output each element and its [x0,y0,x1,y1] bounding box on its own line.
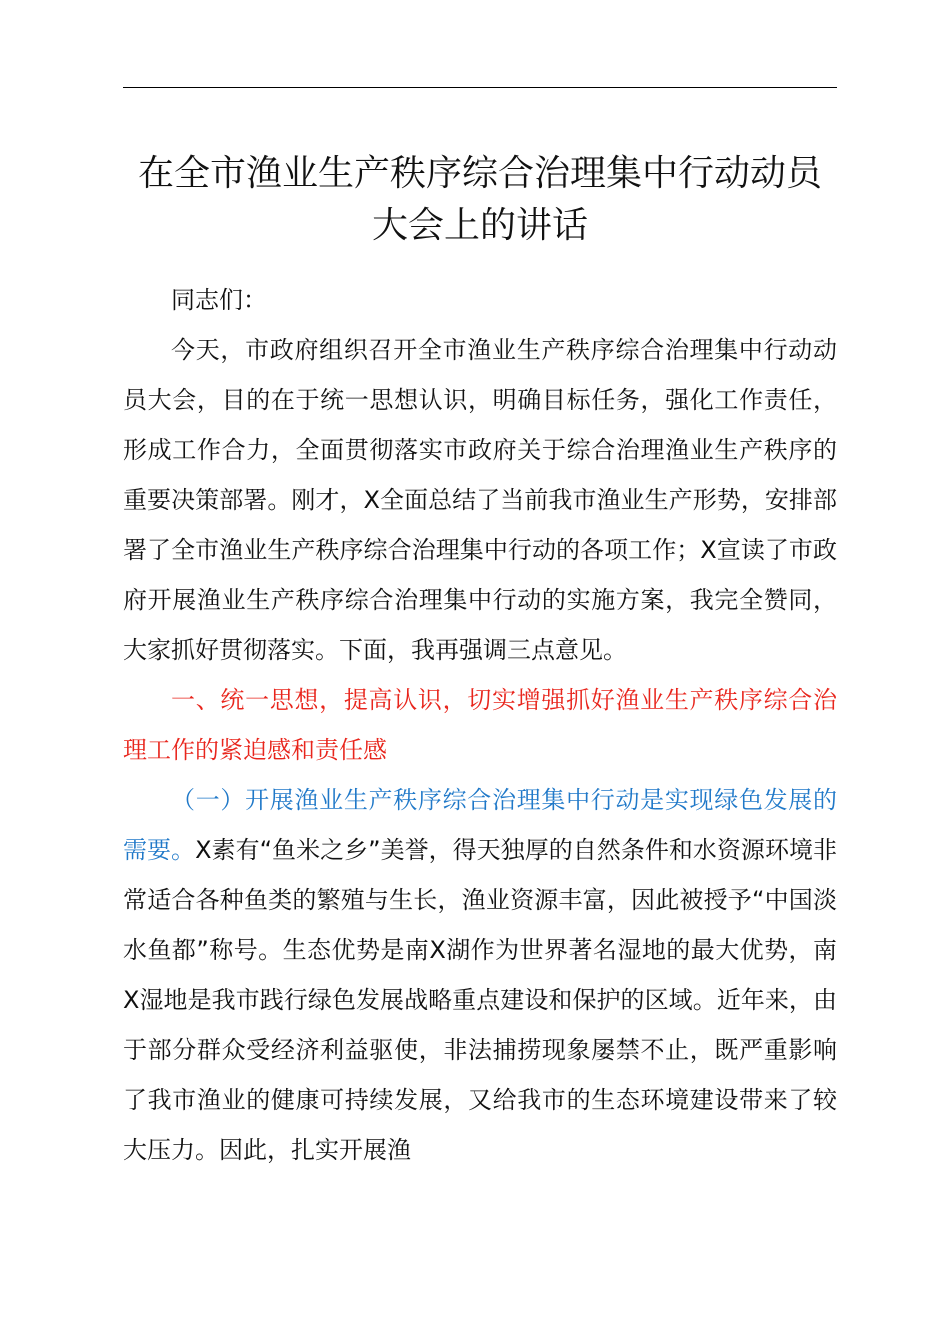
header-rule [123,87,837,88]
document-body [123,275,837,1175]
paragraph-section-1-1 [123,775,837,1175]
paragraph-intro: 今天，市政府组织召开全市渔业生产秩序综合治理集中行动动员大会，目的在于统一思想认识，明确目标任务，强化工作责任，形成工作合力，全面贯彻落实市政府关于综合治理渔业生产秩序的重要决策部署。刚才，X全面总结了当前我市渔业生产形势，安排部署了全市渔业生产秩序综合治理集中行动的各项工作；X宣读了市政府开展渔业生产秩序综合治理集中行动的实施方案，我完全赞同，大家抓好贯彻落实。下面，我再强调三点意见。 [123,336,837,664]
document-title: 在全市渔业生产秩序综合治理集中行动动员大会上的讲话 [137,153,822,246]
paragraph-section-1-1-text: X素有“鱼米之乡”美誉，得天独厚的自然条件和水资源环境非常适合各种鱼类的繁殖与生长，渔业资源丰富，因此被授予“中国淡水鱼都”称号。生态优势是南X湖作为世界著名湿地的最大优势，南X湿地是我市践行绿色发展战略重点建设和保护的区域。近年来，由于部分群众受经济利益驱使，非法捕捞现象屡禁不止，既严重影响了我市渔业的健康可持续发展，又给我市的生态环境建设带来了较大压力。因此，扎实开展渔 [123,836,838,1164]
salutation: 同志们： [171,286,267,314]
section-heading-1: 一、统一思想，提高认识，切实增强抓好渔业生产秩序综合治理工作的紧迫感和责任感 [123,686,837,764]
subheading-1: （一）开展渔业生产秩序综合治理集中行动是实现绿色发展的需要。 [123,786,837,864]
